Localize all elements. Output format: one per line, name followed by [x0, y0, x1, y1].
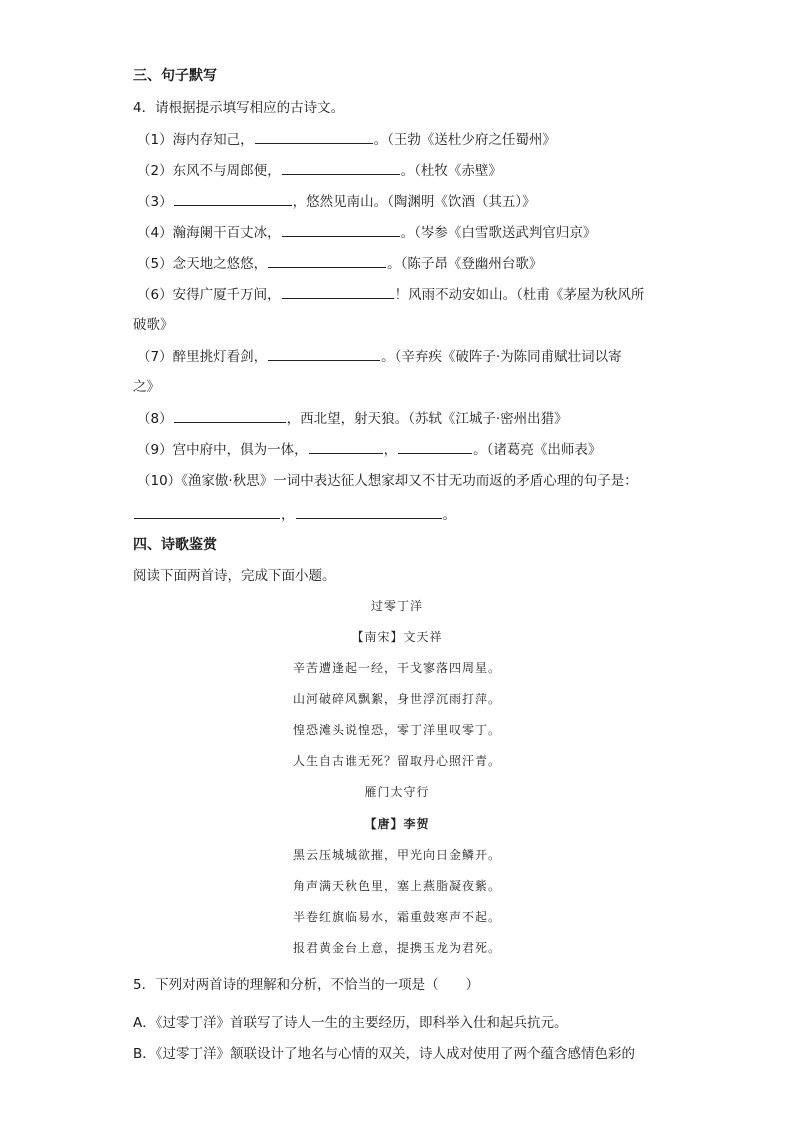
- item-suffix: 。（岑参《白雪歌送武判官归京》: [400, 225, 597, 241]
- item-number: （5）: [137, 256, 173, 272]
- answer-blank[interactable]: [174, 191, 292, 206]
- fill-item-10: [137, 471, 638, 491]
- answer-blank[interactable]: [296, 504, 442, 519]
- fill-item-7: [137, 346, 622, 367]
- answer-blank[interactable]: [398, 439, 472, 454]
- item-separator: ，: [383, 442, 398, 458]
- item-prefix: 瀚海阑干百丈冰，: [172, 225, 281, 241]
- fill-item-6-continuation: 破歌》: [133, 317, 174, 333]
- item-suffix: 。（王勃《送杜少府之任蜀州》: [373, 132, 556, 148]
- fill-item-8: [137, 408, 568, 429]
- fill-item-9: [137, 439, 601, 460]
- poem-2-line: 角声满天秋色里，塞上燕脂凝夜紫。: [292, 879, 501, 893]
- item-suffix: 。: [442, 507, 456, 523]
- poem-1-line: 辛苦遭逢起一经，干戈寥落四周星。: [292, 661, 501, 675]
- item-prefix: 宫中府中，俱为一体，: [172, 442, 308, 458]
- item-number: （6）: [137, 287, 173, 303]
- item-number: （3）: [137, 194, 173, 210]
- answer-blank[interactable]: [309, 439, 383, 454]
- poem-1-title: 过零丁洋: [370, 599, 423, 613]
- answer-blank[interactable]: [268, 346, 380, 361]
- item-suffix: 。（辛弃疾《破阵子·为陈同甫赋壮词以寄: [381, 349, 622, 365]
- item-number: （10）: [137, 473, 182, 489]
- fill-item-10-answer-line: [133, 504, 456, 525]
- fill-item-4: [137, 222, 596, 243]
- poem-2-line: 黑云压城城欲摧，甲光向日金鳞开。: [292, 848, 501, 862]
- reading-instruction: 阅读下面两首诗，完成下面小题。: [133, 568, 336, 584]
- question-4-stem: 4．请根据提示填写相应的古诗文。: [133, 100, 345, 116]
- poem-1-line: 人生自古谁无死？留取丹心照汗青。: [292, 754, 501, 768]
- item-suffix: ，悠然见南山。（陶渊明《饮酒（其五）》: [292, 194, 536, 210]
- fill-item-5: [137, 253, 542, 274]
- item-prefix: 安得广厦千万间，: [172, 287, 281, 303]
- item-number: （7）: [137, 349, 173, 365]
- fill-item-3: [137, 191, 536, 212]
- question-5-stem: 5．下列对两首诗的理解和分析，不恰当的一项是（ ）: [133, 977, 480, 993]
- item-prefix: 醉里挑灯看剑，: [172, 349, 268, 365]
- answer-blank[interactable]: [268, 253, 386, 268]
- item-number: （2）: [137, 163, 173, 179]
- poem-2-line: 半卷红旗临易水，霜重鼓寒声不起。: [292, 910, 501, 924]
- item-separator: ，: [281, 507, 295, 523]
- poem-2-title: 雁门太守行: [364, 785, 430, 799]
- item-number: （4）: [137, 225, 173, 241]
- item-prefix: 东风不与周郎便，: [172, 163, 281, 179]
- poem-1-line: 惶恐滩头说惶恐，零丁洋里叹零丁。: [292, 723, 501, 737]
- answer-blank[interactable]: [134, 504, 280, 519]
- answer-blank[interactable]: [282, 160, 400, 175]
- poem-2-line: 报君黄金台上意，提携玉龙为君死。: [292, 941, 501, 955]
- poem-1-author: 【南宋】文天祥: [351, 630, 443, 644]
- fill-item-7-continuation: 之》: [133, 379, 160, 395]
- item-suffix: 。（陈子昂《登幽州台歌》: [387, 256, 543, 272]
- item-suffix: 。（诸葛亮《出师表》: [473, 442, 602, 458]
- item-suffix: ！风雨不动安如山。（杜甫《茅屋为秋风所: [394, 287, 645, 303]
- section-heading: 三、句子默写: [133, 68, 217, 84]
- answer-blank[interactable]: [282, 222, 400, 237]
- item-number: （9）: [137, 442, 173, 458]
- fill-item-2: [137, 160, 502, 181]
- item-number: （8）: [137, 411, 173, 427]
- fill-item-6: [137, 284, 644, 305]
- item-prefix: 《渔家傲·秋思》一词中表达征人想家却又不甘无功而返的矛盾心理的句子是：: [181, 473, 638, 489]
- item-prefix: 海内存知己，: [172, 132, 254, 148]
- poem-1-line: 山河破碎风飘絮，身世浮沉雨打萍。: [292, 692, 501, 706]
- poem-2-author: 【唐】李贺: [364, 817, 430, 831]
- item-prefix: 念天地之悠悠，: [172, 256, 268, 272]
- answer-blank[interactable]: [174, 408, 286, 423]
- fill-item-1: [137, 129, 556, 150]
- item-number: （1）: [137, 132, 173, 148]
- section-heading: 四、诗歌鉴赏: [133, 537, 217, 553]
- item-suffix: 。（杜牧《赤壁》: [400, 163, 502, 179]
- answer-blank[interactable]: [282, 284, 394, 299]
- option-b[interactable]: B．《过零丁洋》颔联设计了地名与心情的双关，诗人成对使用了两个蕴含感情色彩的: [133, 1046, 636, 1062]
- option-a[interactable]: A．《过零丁洋》首联写了诗人一生的主要经历，即科举入仕和起兵抗元。: [133, 1015, 568, 1031]
- item-suffix: ，西北望，射天狼。（苏轼《江城子·密州出猎》: [286, 411, 568, 427]
- answer-blank[interactable]: [255, 129, 373, 144]
